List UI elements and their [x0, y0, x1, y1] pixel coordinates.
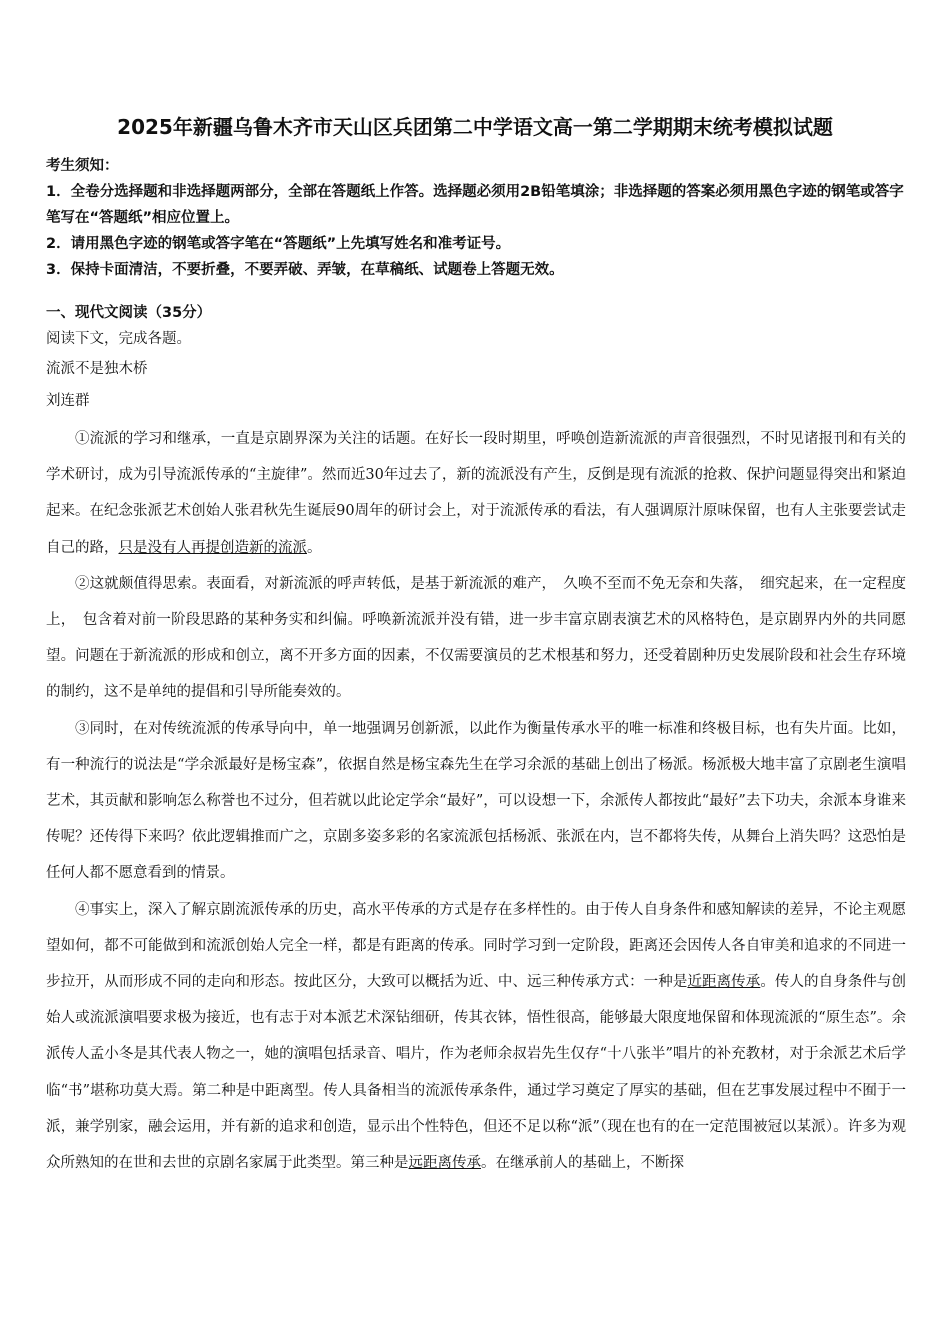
- article-body: [46, 421, 906, 1181]
- underlined-term-far: 远距离传承: [408, 1155, 481, 1172]
- notice-item: 1．全卷分选择题和非选择题两部分，全部在答题纸上作答。选择题必须用2B铅笔填涂；非选择题的答案必须用黑色字迹的钢笔或答字笔写在“答题纸”相应位置上。: [46, 184, 904, 226]
- paragraph-3: ③同时，在对传统流派的传承导向中，单一地强调另创新派，以此作为衡量传承水平的唯一标准和终极目标，也有失片面。比如，有一种流行的说法是“学余派最好是杨宝森”，依据自然是杨宝森先生在学习余派的基础上创出了杨派。杨派极大地丰富了京剧老生演唱艺术，其贡献和影响怎么称誉也不过分，但若就以此论定学余“最好”，可以设想一下，余派传人都按此“最好”去下功夫，余派本身谁来传呢？还传得下来吗？依此逻辑推而广之，京剧多姿多彩的名家流派包括杨派、张派在内，岂不都将失传，从舞台上消失吗？这恐怕是任何人都不愿意看到的情景。: [46, 720, 906, 882]
- section-reading: [46, 300, 906, 352]
- notice-item: 2．请用黑色字迹的钢笔或答字笔在“答题纸”上先填写姓名和准考证号。: [46, 236, 511, 252]
- underlined-sentence: 只是没有人再提创造新的流派: [118, 539, 307, 556]
- exam-title: 2025年新疆乌鲁木齐市天山区兵团第二中学语文高一第二学期期末统考模拟试题: [117, 115, 833, 139]
- notice-item: 3．保持卡面清洁，不要折叠，不要弄破、弄皱，在草稿纸、试题卷上答题无效。: [46, 262, 564, 278]
- paragraph-4: ④事实上，深入了解京剧流派传承的历史，高水平传承的方式是存在多样性的。由于传人自身条件和感知解读的差异，不论主观愿望如何，都不可能做到和流派创始人完全一样，都是有距离的传承。同时学习到一定阶段，距离还会因传人各自审美和追求的不同进一步拉开，从而形成不同的走向和形态。按此区分，大致可以概括为近、中、远三种传承方式：一种是近距离传承。传人的自身条件与创始人或流派演唱要求极为接近，也有志于对本派艺术深钻细研，传其衣钵，悟性很高，能够最大限度地保留和体现流派的“原生态”。余派传人孟小冬是其代表人物之一，她的演唱包括录音、唱片，作为老师余叔岩先生仅存“十八张半”唱片的补充教材，对于余派艺术后学临“书”堪称功莫大焉。第二种是中距离型。传人具备相当的流派传承条件，通过学习奠定了厚实的基础，但在艺事发展过程中不囿于一派，兼学别家，融会运用，并有新的追求和创造，显示出个性特色，但还不足以称“派”（现在也有的在一定范围被冠以某派）。许多为观众所熟知的在世和去世的京剧名家属于此类型。第三种是远距离传承。在继承前人的基础上，不断探: [46, 901, 907, 1172]
- section-heading: 一、现代文阅读（35分）: [46, 305, 212, 321]
- article-author: 刘连群: [46, 393, 90, 409]
- section-instruction: 阅读下文，完成各题。: [46, 331, 191, 347]
- article-title: 流派不是独木桥: [46, 361, 148, 377]
- paragraph-1: ①流派的学习和继承，一直是京剧界深为关注的话题。在好长一段时期里，呼唤创造新流派的声音很强烈，不时见诸报刊和有关的学术研讨，成为引导流派传承的“主旋律”。然而近30年过去了，新的流派没有产生，反倒是现有流派的抢救、保护问题显得突出和紧迫起来。在纪念张派艺术创始人张君秋先生诞辰90周年的研讨会上，对于流派传承的看法，有人强调原汁原味保留，也有人主张要尝试走自己的路，只是没有人再提创造新的流派。: [46, 431, 906, 556]
- notice-heading: 考生须知：: [46, 158, 119, 174]
- paragraph-2: ②这就颇值得思索。表面看，对新流派的呼声转低，是基于新流派的难产， 久唤不至而不免无奈和失落， 细究起来，在一定程度上， 包含着对前一阶段思路的某种务实和纠偏。呼唤新流派并没有错，进一步丰富京剧表演艺术的风格特色，是京剧界内外的共同愿望。问题在于新流派的形成和创立，离不开多方面的因素，不仅需要演员的艺术根基和努力，还受着剧种历史发展阶段和社会生存环境的制约，这不是单纯的提倡和引导所能奏效的。: [46, 575, 906, 701]
- underlined-term-near: 近距离传承: [687, 974, 761, 991]
- candidate-notice: [46, 153, 906, 283]
